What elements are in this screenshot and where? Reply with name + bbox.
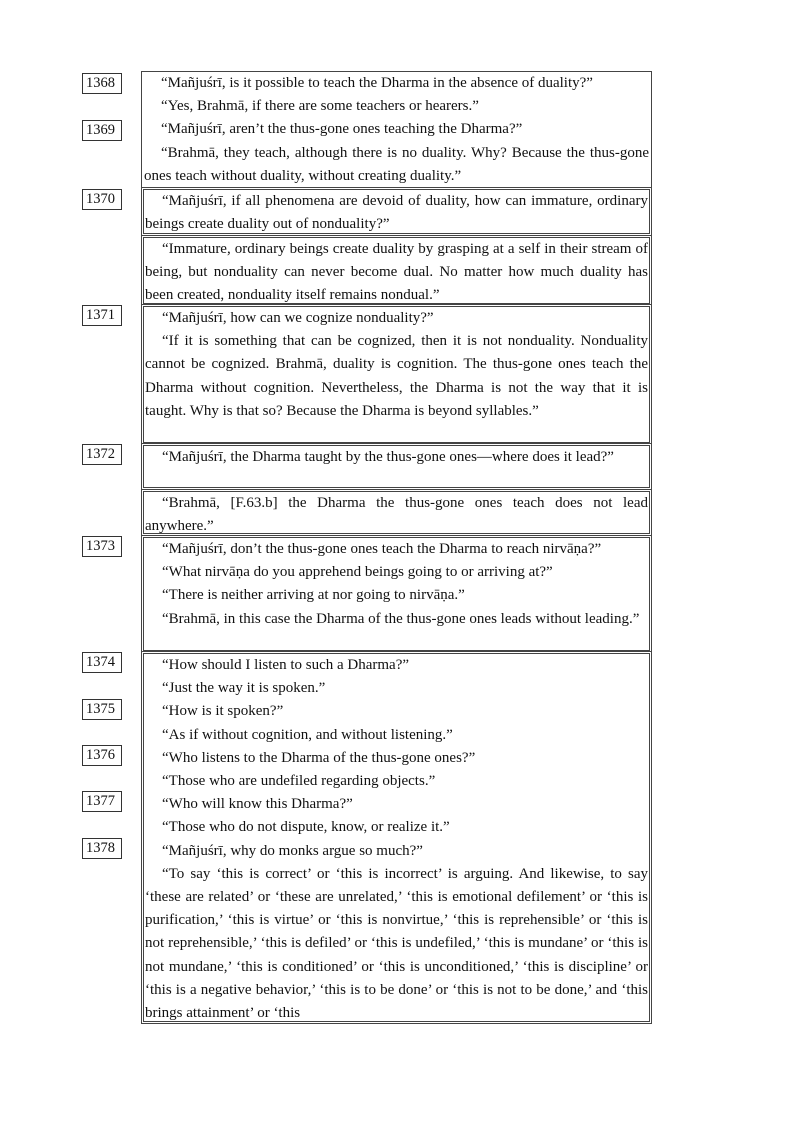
verse-number-1371: 1371 xyxy=(82,305,122,326)
text-block xyxy=(141,187,652,236)
paragraph: “Mañjuśrī, how can we cognize nonduality?” xyxy=(162,310,434,326)
paragraph: “Those who do not dispute, know, or realize it.” xyxy=(162,819,450,836)
verse-number-1373: 1373 xyxy=(82,536,122,557)
paragraph: “Just the way it is spoken.” xyxy=(162,680,326,697)
paragraph: “How should I listen to such a Dharma?” xyxy=(162,657,410,673)
paragraph: “Immature, ordinary beings create duality by grasping at a self in their stream of being, but nonduality can never become dual. No matter how much duality has been created, nonduality itself remains nondual.” xyxy=(145,241,648,304)
paragraph: “Brahmā, in this case the Dharma of the thus-gone ones leads without leading.” xyxy=(162,610,640,627)
paragraph: “Yes, Brahmā, if there are some teachers or hearers.” xyxy=(161,98,479,115)
paragraph: “Who listens to the Dharma of the thus-gone ones?” xyxy=(162,749,476,766)
paragraph: “Brahmā, they teach, although there is no duality. Why? Because the thus-gone ones teach without duality, without creating duality.” xyxy=(144,144,649,184)
text-block xyxy=(141,535,652,653)
verse-number-1375: 1375 xyxy=(82,699,122,720)
paragraph: “What nirvāṇa do you apprehend beings going to or arriving at?” xyxy=(162,564,553,581)
paragraph: “How is it spoken?” xyxy=(162,703,284,720)
text-block xyxy=(141,71,652,188)
paragraph: “Mañjuśrī, why do monks argue so much?” xyxy=(162,842,423,859)
paragraph: “Those who are undefiled regarding objects.” xyxy=(162,773,436,790)
verse-number-1378: 1378 xyxy=(82,838,122,859)
paragraph: “To say ‘this is correct’ or ‘this is incorrect’ is arguing. And likewise, to say ‘these are related’ or ‘these are unrelated,’ ‘this is emotional defilement’ or ‘this is purification,’ ‘this is virtue’ or ‘this is nonvirtue,’ ‘this is reprehensible’ or ‘this is not reprehensible,’ ‘this is defiled’ or ‘this is undefiled,’ ‘this is mundane’ or ‘this is not mundane,’ ‘this is conditioned’ or ‘this is unconditioned,’ ‘this is discipline’ or ‘this is a negative behavior,’ ‘this is to be done’ or ‘this is not to be done,’ and ‘this brings attainment’ or ‘this xyxy=(145,865,648,1022)
text-block xyxy=(141,304,652,445)
paragraph: “As if without cognition, and without listening.” xyxy=(162,726,453,743)
paragraph: “There is neither arriving at nor going to nirvāṇa.” xyxy=(162,587,465,604)
paragraph: “Mañjuśrī, don’t the thus-gone ones teach the Dharma to reach nirvāṇa?” xyxy=(162,541,602,557)
text-block xyxy=(141,235,652,306)
text-block xyxy=(141,651,652,1024)
paragraph: “Mañjuśrī, if all phenomena are devoid of duality, how can immature, ordinary beings create duality out of nonduality?” xyxy=(145,193,648,233)
verse-number-1377: 1377 xyxy=(82,791,122,812)
paragraph: “Brahmā, [F.63.b] the Dharma the thus-gone ones teach does not lead anywhere.” xyxy=(145,495,648,535)
paragraph: “Mañjuśrī, aren’t the thus-gone ones teaching the Dharma?” xyxy=(161,121,523,138)
text-block xyxy=(141,443,652,490)
paragraph: “If it is something that can be cognized, then it is not nonduality. Nonduality cannot be cognized. Brahmā, duality is cognition. The thus-gone ones teach the Dharma without cognition. Nevertheless, the Dharma is not the way that it is taught. Why is that so? Because the Dharma is beyond syllables.” xyxy=(145,333,648,419)
verse-number-1376: 1376 xyxy=(82,745,122,766)
verse-number-1368: 1368 xyxy=(82,73,122,94)
verse-number-1374: 1374 xyxy=(82,652,122,673)
verse-number-1372: 1372 xyxy=(82,444,122,465)
verse-number-1369: 1369 xyxy=(82,120,122,141)
paragraph: “Mañjuśrī, is it possible to teach the Dharma in the absence of duality?” xyxy=(161,75,593,91)
verse-number-1370: 1370 xyxy=(82,189,122,210)
paragraph: “Mañjuśrī, the Dharma taught by the thus-gone ones—where does it lead?” xyxy=(162,449,614,465)
paragraph: “Who will know this Dharma?” xyxy=(162,796,353,813)
text-block xyxy=(141,489,652,536)
